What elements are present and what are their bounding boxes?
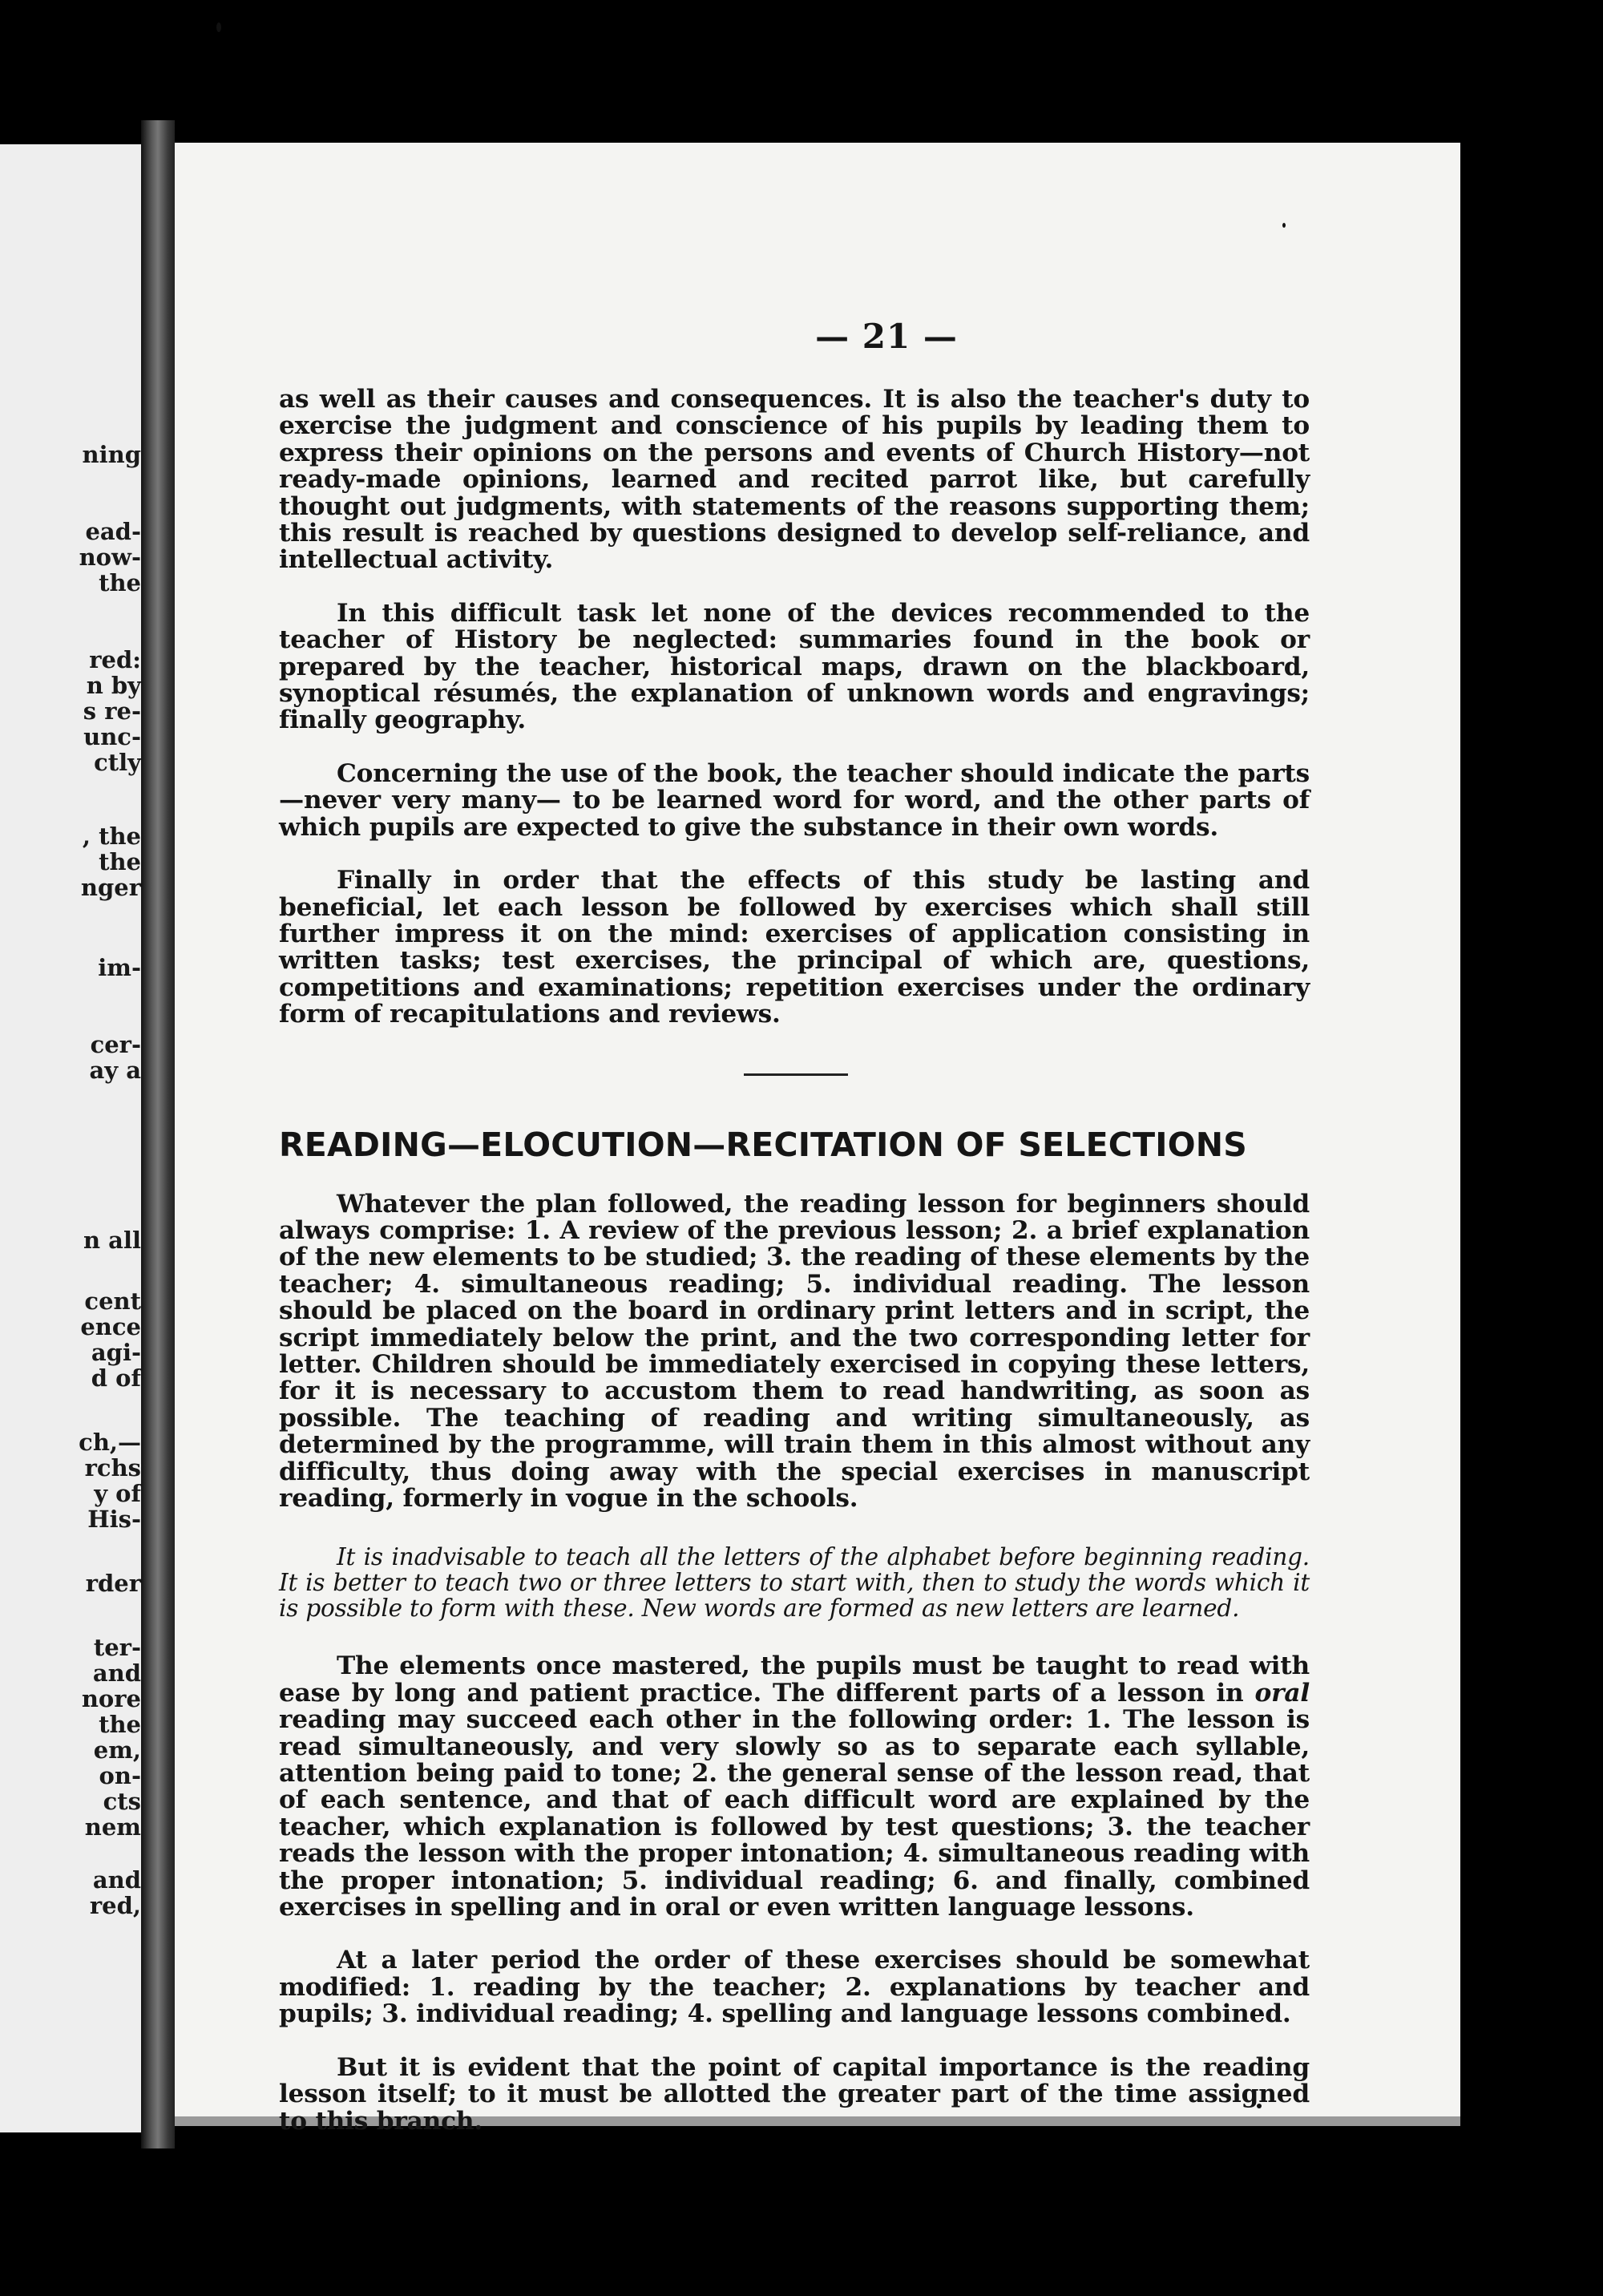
facing-page-text: s re- [83, 697, 141, 725]
facing-page-fragment [0, 144, 141, 2132]
italic-note: It is inadvisable to teach all the letters of the alphabet before beginning reading. It is better to teach two or three letters to start with, then to study the words which it is possible to form with these. New words are formed as new letters are learned. [279, 1543, 1310, 1623]
facing-page-text: nore [81, 1685, 141, 1712]
dust-speck [1282, 223, 1286, 228]
paragraph: as well as their causes and consequences. It is also the teacher's duty to exercise the judgment and conscience of his pupils by leading them to express their opinions on the persons and events of Church History—not ready-made opinions, learned and recited parrot like, but carefully thought out judgments, with statements of the reasons supporting them; this result is reached by questions designed to develop self-reliance, and intellectual activity. [279, 385, 1310, 575]
paragraph-text: The elements once mastered, the pupils must be taught to read with ease by long and patient practice. The different parts of a lesson in [279, 1651, 1310, 1708]
facing-page-text: agi- [91, 1339, 141, 1366]
facing-page-text: the [99, 569, 141, 596]
facing-page-text: cent [84, 1287, 141, 1315]
dust-speck [216, 22, 221, 32]
paragraph [279, 1653, 1310, 1921]
facing-page-text: now- [79, 544, 141, 571]
paragraph: At a later period the order of these exercises should be somewhat modified: 1. reading by the teacher; 2. explanations by teacher and pupils; 3. individual reading; 4. spelling and language lessons combined. [279, 1946, 1310, 2029]
facing-page-text: on- [99, 1762, 141, 1789]
paragraph: Concerning the use of the book, the teacher should indicate the parts—never very many— to be learned word for word, and the other parts of which pupils are expected to give the substance in their own words. [279, 758, 1310, 842]
facing-page-text: , the [82, 823, 141, 850]
facing-page-text: the [99, 848, 141, 875]
paragraph-text: reading may succeed each other in the following order: 1. The lesson is read simultaneously, and very slowly so as to separate each syllable, attention being paid to tone; 2. the general sense of the lesson read, that of each sentence, and that of each difficult word are explained by the teacher, which explanation is followed by test questions; 3. the teacher reads the lesson with the proper intonation; 4. simultaneous reading with the proper intonation; 5. individual reading; 6. and finally, combined exercises in spelling and in oral or even written language lessons. [279, 1705, 1310, 1922]
facing-page-text: cts [103, 1788, 141, 1815]
paragraph: But it is evident that the point of capital importance is the reading lesson itself; to it must be allotted the greater part of the time assigned to this branch. [279, 2052, 1310, 2136]
facing-page-text: im- [98, 954, 141, 981]
facing-page-text: em, [93, 1736, 141, 1764]
facing-page-text: ay a [89, 1057, 141, 1084]
facing-page-text: n by [86, 672, 141, 699]
section-heading: READING—ELOCUTION—RECITATION OF SELECTIONS [279, 1125, 1247, 1164]
facing-page-text: red: [89, 646, 141, 673]
facing-page-text: rchs [84, 1454, 141, 1481]
facing-page-text: the [99, 1711, 141, 1738]
paragraph: In this difficult task let none of the devices recommended to the teacher of History be neglected: summaries found in the book or prepared by the teacher, historical maps, drawn on the blackboard, synoptical résumés, the explanation of unknown words and engravings; finally geography. [279, 598, 1310, 735]
facing-page-text: rder [85, 1570, 141, 1597]
facing-page-text: nem [84, 1813, 141, 1841]
facing-page-text: ence [80, 1313, 141, 1340]
facing-page-text: d of [91, 1364, 141, 1392]
facing-page-text: cer- [90, 1031, 141, 1058]
facing-page-text: ead- [85, 518, 141, 545]
emphasis: oral [1254, 1678, 1310, 1708]
facing-page-text: ning [82, 441, 141, 468]
facing-page-text: and [92, 1866, 141, 1894]
page-number: — 21 — [815, 317, 958, 356]
paragraph: Whatever the plan followed, the reading lesson for beginners should always comprise: 1. A review of the previous lesson; 2. a brief explanation of the new elements to be studied; 3. the reading of these elements by the teacher; 4. simultaneous reading; 5. individual reading. The lesson should be placed on the board in ordinary print letters and in script, the script immediately below the print, and the two corresponding letter for letter. Children should be immediately exercised in copying these letters, for it is necessary to accustom them to read handwriting, as soon as possible. The teaching of reading and writing simultaneously, as determined by the programme, will train them in this almost without any difficulty, thus doing away with the special exercises in manuscript reading, formerly in vogue in the schools. [279, 1189, 1310, 1513]
section-divider [744, 1073, 848, 1076]
paragraph: Finally in order that the effects of this study be lasting and beneficial, let each lesson be followed by exercises which shall still further impress it on the mind: exercises of application consisting in written tasks; test exercises, the principal of which are, questions, competitions and examinations; repetition exercises under the ordinary form of recapitulations and reviews. [279, 866, 1310, 1029]
facing-page-text: His- [87, 1506, 141, 1533]
facing-page-text: n all [83, 1227, 141, 1254]
facing-page-text: unc- [83, 723, 141, 750]
facing-page-text: and [92, 1659, 141, 1687]
book-spine [141, 120, 175, 2148]
facing-page-text: red, [89, 1892, 141, 1919]
facing-page-text: ctly [94, 749, 141, 776]
page-content [279, 319, 1310, 2161]
facing-page-text: ch,— [79, 1429, 141, 1456]
facing-page-text: y of [94, 1480, 141, 1507]
facing-page-text: ter- [93, 1634, 141, 1661]
facing-page-text: nger [80, 874, 141, 901]
